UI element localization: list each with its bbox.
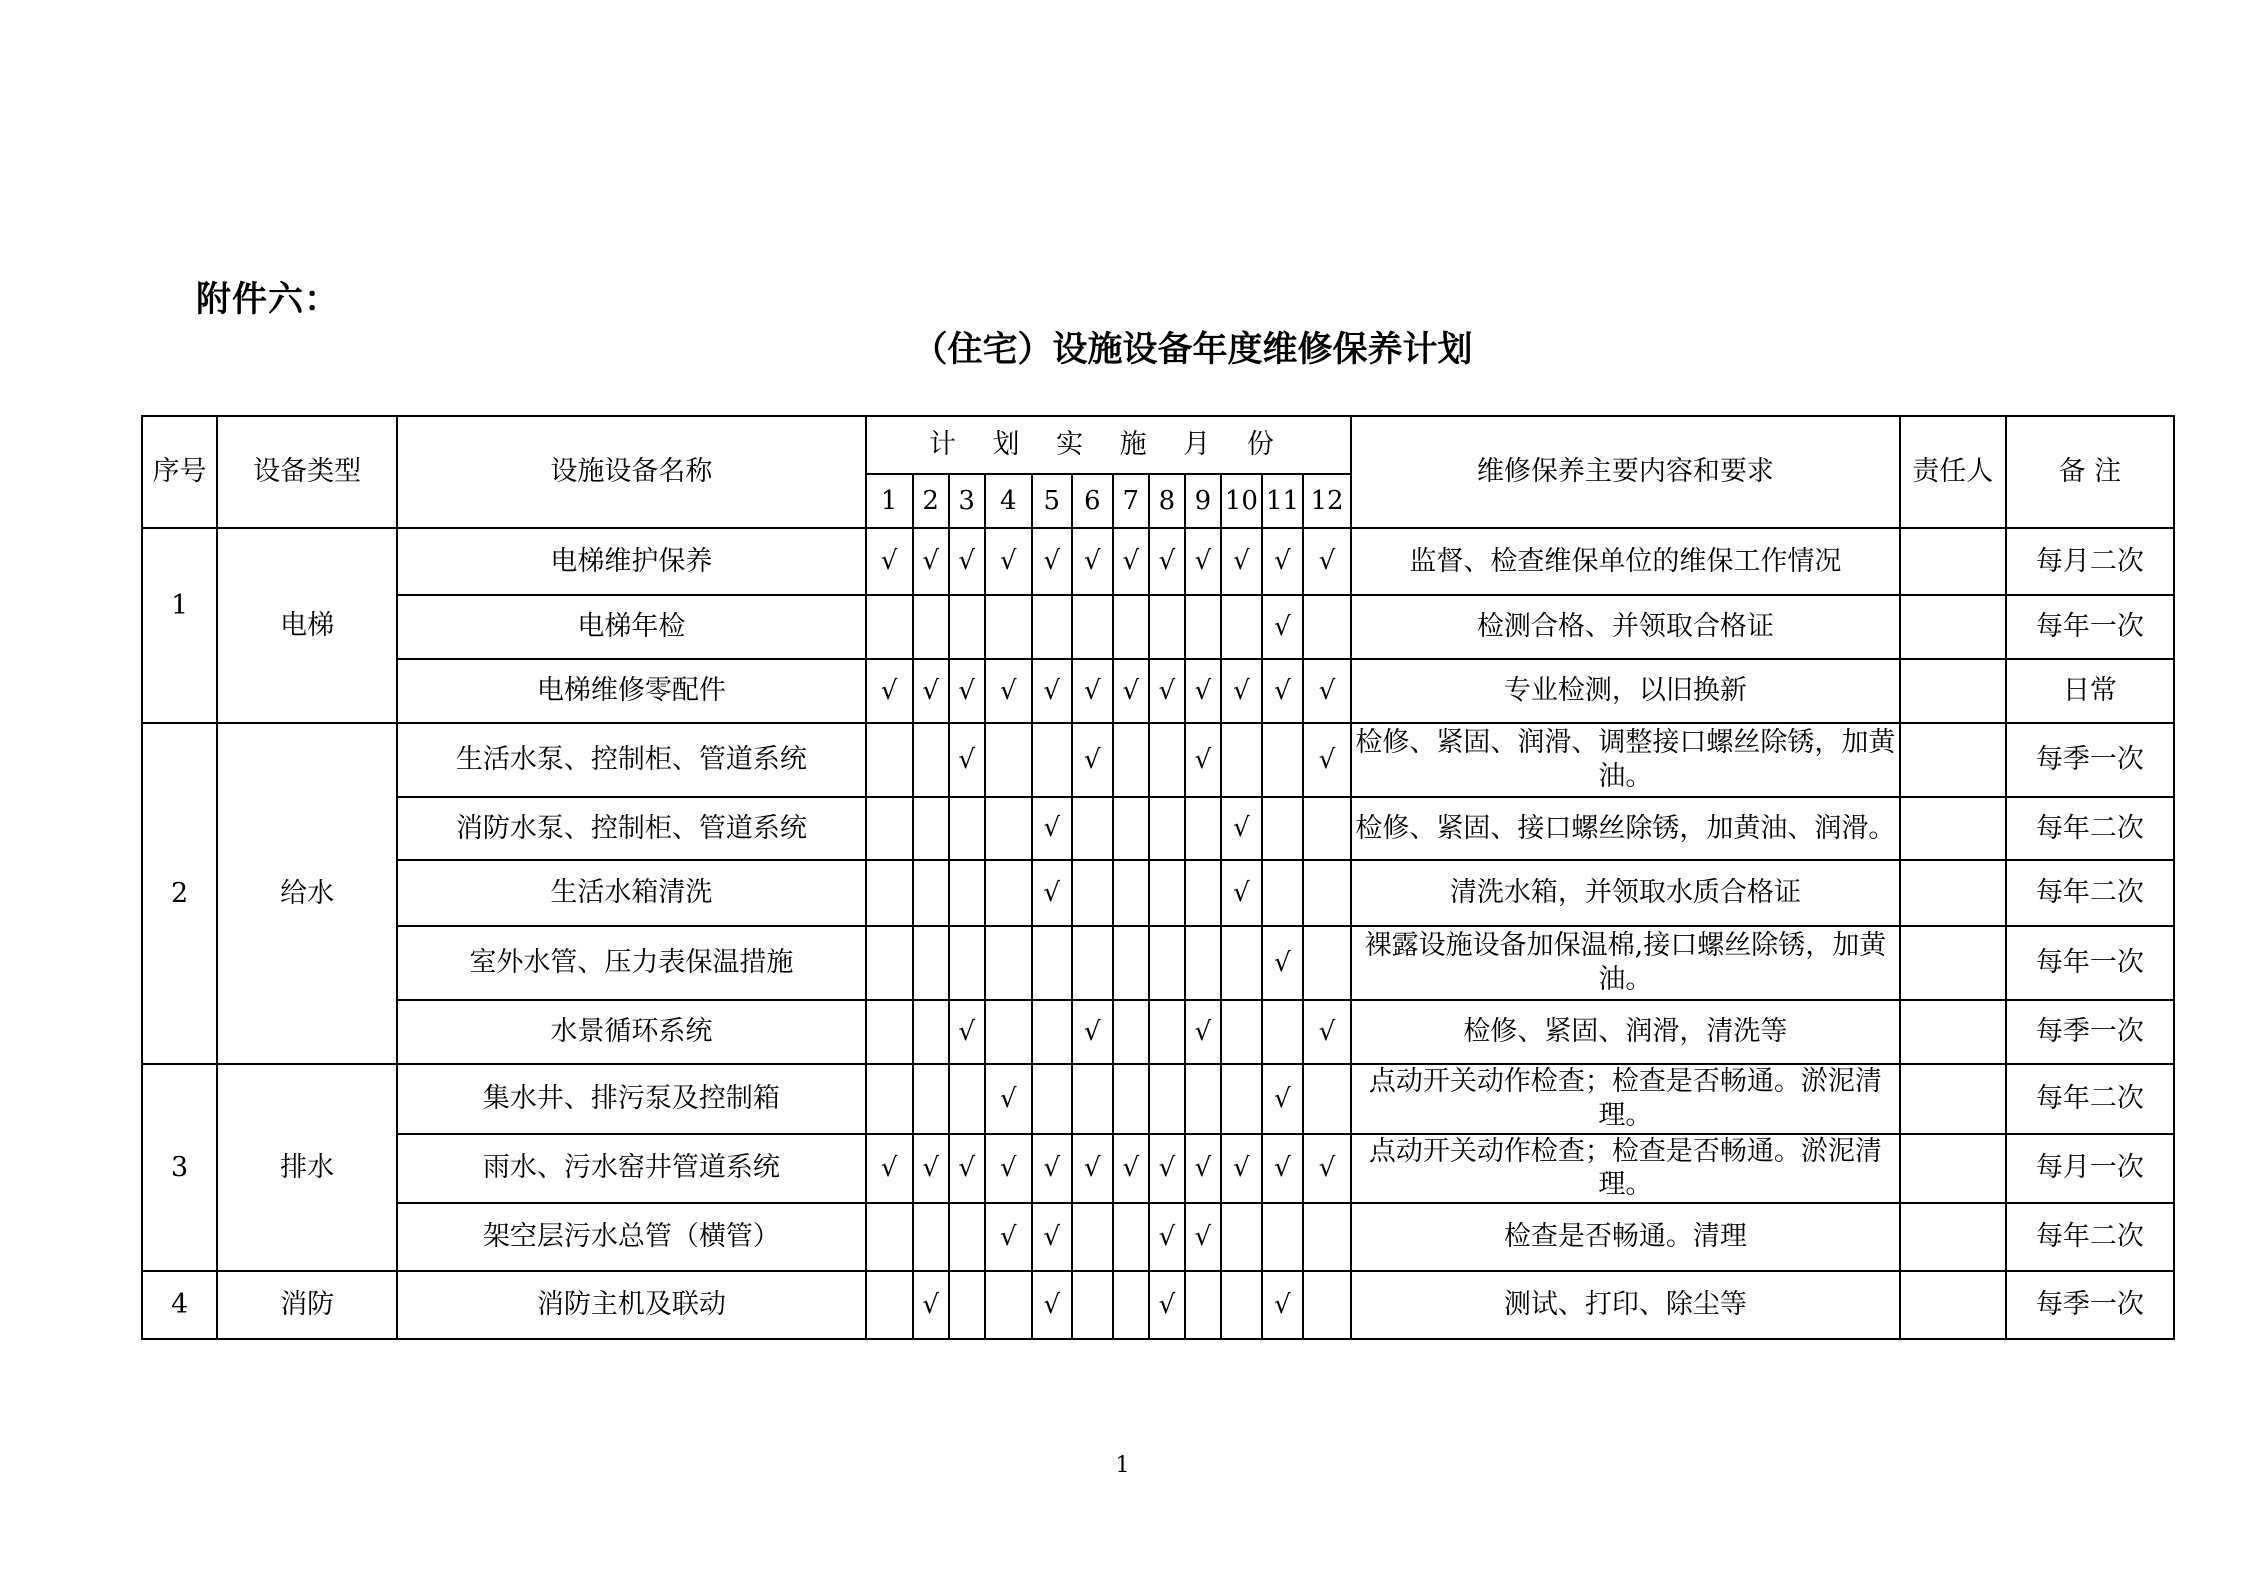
month-check-cell (913, 1134, 949, 1204)
responsible (1900, 1203, 2006, 1271)
page-number: 1 (1115, 1453, 1130, 1478)
month-check-cell (1072, 926, 1113, 1000)
responsible (1900, 595, 2006, 659)
equipment-name: 架空层污水总管（横管） (397, 1203, 865, 1271)
month-check-cell (949, 860, 985, 926)
month-check-cell (1072, 723, 1113, 797)
month-check-cell (1303, 926, 1351, 1000)
equipment-name: 生活水箱清洗 (397, 860, 865, 926)
responsible (1900, 659, 2006, 723)
month-check-cell (1072, 659, 1113, 723)
check-mark: √ (999, 675, 1017, 706)
table-row (142, 926, 2174, 1000)
header-month: 9 (1185, 474, 1221, 528)
requirement: 监督、检查维保单位的维保工作情况 (1351, 528, 1899, 595)
remark: 每月二次 (2006, 528, 2174, 595)
month-check-cell (913, 860, 949, 926)
requirement: 检修、紧固、润滑、调整接口螺丝除锈，加黄油。 (1351, 723, 1899, 797)
month-check-cell (1149, 797, 1185, 860)
month-check-cell (985, 528, 1032, 595)
month-check-cell (1221, 723, 1262, 797)
month-check-cell (985, 1271, 1032, 1339)
month-check-cell (1149, 1000, 1185, 1064)
table-row (142, 797, 2174, 860)
equipment-name: 电梯维修零配件 (397, 659, 865, 723)
header-name: 设施设备名称 (397, 416, 865, 528)
month-check-cell (985, 926, 1032, 1000)
month-check-cell (1262, 1064, 1303, 1134)
check-mark: √ (880, 675, 898, 706)
table-row (142, 723, 2174, 797)
maintenance-plan-table (141, 415, 2175, 1340)
month-check-cell (1113, 1000, 1149, 1064)
check-mark: √ (922, 546, 939, 577)
month-check-cell (1185, 1203, 1221, 1271)
month-check-cell (866, 528, 913, 595)
header-months: 计 划 实 施 月 份 (866, 416, 1352, 474)
month-check-cell (1032, 860, 1072, 926)
month-check-cell (1032, 1134, 1072, 1204)
month-check-cell (1262, 926, 1303, 1000)
month-check-cell (1149, 595, 1185, 659)
month-check-cell (1262, 1000, 1303, 1064)
month-check-cell (1032, 528, 1072, 595)
responsible (1900, 797, 2006, 860)
check-mark: √ (958, 675, 975, 706)
header-month: 1 (866, 474, 913, 528)
month-check-cell (949, 595, 985, 659)
month-check-cell (1149, 723, 1185, 797)
check-mark: √ (1233, 546, 1250, 577)
month-check-cell (1303, 595, 1351, 659)
header-month: 8 (1149, 474, 1185, 528)
month-check-cell (866, 1203, 913, 1271)
month-check-cell (1113, 659, 1149, 723)
check-mark: √ (1233, 1153, 1250, 1183)
header-month: 7 (1113, 474, 1149, 528)
month-check-cell (1262, 723, 1303, 797)
month-check-cell (866, 797, 913, 860)
check-mark: √ (1318, 675, 1336, 706)
month-check-cell (866, 1134, 913, 1204)
month-check-cell (1113, 797, 1149, 860)
remark: 每季一次 (2006, 723, 2174, 797)
month-check-cell (913, 659, 949, 723)
month-check-cell (1262, 860, 1303, 926)
equipment-name: 生活水泵、控制柜、管道系统 (397, 723, 865, 797)
month-check-cell (1032, 926, 1072, 1000)
month-check-cell (1221, 1271, 1262, 1339)
month-check-cell (949, 797, 985, 860)
check-mark: √ (1122, 1153, 1140, 1183)
month-check-cell (1303, 860, 1351, 926)
check-mark: √ (958, 1016, 975, 1047)
month-check-cell (866, 659, 913, 723)
check-mark: √ (1084, 744, 1101, 775)
month-check-cell (866, 723, 913, 797)
month-check-cell (1221, 860, 1262, 926)
header-month: 12 (1303, 474, 1351, 528)
month-check-cell (1303, 1000, 1351, 1064)
month-check-cell (1221, 1064, 1262, 1134)
month-check-cell (1032, 723, 1072, 797)
month-check-cell (1221, 1203, 1262, 1271)
check-mark: √ (1194, 675, 1212, 706)
check-mark: √ (1122, 675, 1140, 706)
month-check-cell (1221, 1000, 1262, 1064)
month-check-cell (913, 1271, 949, 1339)
month-check-cell (913, 723, 949, 797)
month-check-cell (1303, 797, 1351, 860)
month-check-cell (1185, 926, 1221, 1000)
header-month: 4 (985, 474, 1032, 528)
remark: 每季一次 (2006, 1271, 2174, 1339)
group-seq: 2 (142, 723, 217, 1064)
month-check-cell (1303, 1064, 1351, 1134)
responsible (1900, 528, 2006, 595)
check-mark: √ (1158, 675, 1176, 706)
month-check-cell (913, 1203, 949, 1271)
check-mark: √ (1084, 1016, 1101, 1047)
month-check-cell (1185, 1000, 1221, 1064)
table-row (142, 528, 2174, 595)
group-seq: 1 (142, 528, 217, 723)
header-month: 6 (1072, 474, 1113, 528)
month-check-cell (1303, 1134, 1351, 1204)
month-check-cell (1072, 1271, 1113, 1339)
month-check-cell (1221, 659, 1262, 723)
month-check-cell (1303, 1271, 1351, 1339)
check-mark: √ (1233, 813, 1250, 844)
plan-body (142, 528, 2174, 1339)
month-check-cell (949, 1271, 985, 1339)
header-type: 设备类型 (217, 416, 397, 528)
month-check-cell (1072, 1203, 1113, 1271)
month-check-cell (1185, 860, 1221, 926)
responsible (1900, 723, 2006, 797)
requirement: 检修、紧固、润滑，清洗等 (1351, 1000, 1899, 1064)
remark: 每年二次 (2006, 1064, 2174, 1134)
equipment-name: 消防水泵、控制柜、管道系统 (397, 797, 865, 860)
check-mark: √ (1043, 675, 1061, 706)
month-check-cell (1262, 1134, 1303, 1204)
month-check-cell (949, 723, 985, 797)
check-mark: √ (1194, 1221, 1212, 1252)
month-check-cell (913, 926, 949, 1000)
month-check-cell (1072, 797, 1113, 860)
month-check-cell (1032, 659, 1072, 723)
remark: 每年一次 (2006, 926, 2174, 1000)
month-check-cell (1113, 723, 1149, 797)
check-mark: √ (958, 546, 975, 577)
check-mark: √ (1274, 1153, 1291, 1183)
month-check-cell (1032, 1271, 1072, 1339)
month-check-cell (1113, 1064, 1149, 1134)
requirement: 检查是否畅通。清理 (1351, 1203, 1899, 1271)
header-month: 5 (1032, 474, 1072, 528)
check-mark: √ (1274, 1083, 1291, 1114)
month-check-cell (1303, 723, 1351, 797)
month-check-cell (1185, 1271, 1221, 1339)
month-check-cell (866, 1271, 913, 1339)
month-check-cell (1221, 797, 1262, 860)
month-check-cell (1185, 723, 1221, 797)
check-mark: √ (1274, 675, 1291, 706)
table-row (142, 659, 2174, 723)
check-mark: √ (1043, 1221, 1061, 1252)
month-check-cell (866, 595, 913, 659)
requirement: 点动开关动作检查；检查是否畅通。淤泥清理。 (1351, 1064, 1899, 1134)
annex-label: 附件六： (196, 279, 341, 320)
requirement: 专业检测，以旧换新 (1351, 659, 1899, 723)
month-check-cell (1113, 1134, 1149, 1204)
month-check-cell (1185, 528, 1221, 595)
month-check-cell (866, 1064, 913, 1134)
month-check-cell (949, 1203, 985, 1271)
month-check-cell (949, 528, 985, 595)
table-row (142, 1134, 2174, 1204)
month-check-cell (913, 1064, 949, 1134)
group-type: 消防 (217, 1271, 397, 1339)
remark: 每年二次 (2006, 1203, 2174, 1271)
group-seq: 4 (142, 1271, 217, 1339)
check-mark: √ (958, 1153, 975, 1183)
month-check-cell (1149, 1134, 1185, 1204)
responsible (1900, 926, 2006, 1000)
month-check-cell (985, 1203, 1032, 1271)
month-check-cell (1262, 595, 1303, 659)
header-month: 3 (949, 474, 985, 528)
remark: 每年二次 (2006, 860, 2174, 926)
month-check-cell (1262, 659, 1303, 723)
equipment-name: 消防主机及联动 (397, 1271, 865, 1339)
header-month: 10 (1221, 474, 1262, 528)
month-check-cell (1303, 659, 1351, 723)
month-check-cell (1262, 797, 1303, 860)
table-row (142, 1000, 2174, 1064)
check-mark: √ (880, 1153, 898, 1183)
month-check-cell (1149, 926, 1185, 1000)
check-mark: √ (1194, 744, 1212, 775)
table-row (142, 1203, 2174, 1271)
remark: 每年一次 (2006, 595, 2174, 659)
responsible (1900, 1000, 2006, 1064)
month-check-cell (1221, 926, 1262, 1000)
requirement: 裸露设施设备加保温棉,接口螺丝除锈，加黄油。 (1351, 926, 1899, 1000)
check-mark: √ (999, 1221, 1017, 1252)
remark: 每季一次 (2006, 1000, 2174, 1064)
month-check-cell (1185, 1134, 1221, 1204)
month-check-cell (1113, 926, 1149, 1000)
check-mark: √ (1318, 1153, 1336, 1183)
month-check-cell (985, 797, 1032, 860)
month-check-cell (1072, 1000, 1113, 1064)
month-check-cell (985, 1134, 1032, 1204)
month-check-cell (985, 1000, 1032, 1064)
table-row (142, 1064, 2174, 1134)
document-title: （住宅）设施设备年度维修保养计划 (912, 329, 1473, 370)
check-mark: √ (1194, 1153, 1212, 1183)
requirement: 检修、紧固、接口螺丝除锈，加黄油、润滑。 (1351, 797, 1899, 860)
month-check-cell (1185, 595, 1221, 659)
check-mark: √ (1043, 877, 1061, 908)
equipment-name: 水景循环系统 (397, 1000, 865, 1064)
check-mark: √ (958, 744, 975, 775)
month-check-cell (1032, 1203, 1072, 1271)
check-mark: √ (1043, 813, 1061, 844)
check-mark: √ (1274, 546, 1291, 577)
month-check-cell (1149, 1271, 1185, 1339)
header-remarks: 备 注 (2006, 416, 2174, 528)
check-mark: √ (1318, 1016, 1336, 1047)
month-check-cell (1185, 797, 1221, 860)
check-mark: √ (1194, 546, 1212, 577)
month-check-cell (985, 1064, 1032, 1134)
month-check-cell (1113, 1271, 1149, 1339)
month-check-cell (913, 528, 949, 595)
table-row (142, 595, 2174, 659)
responsible (1900, 860, 2006, 926)
check-mark: √ (1043, 1289, 1061, 1320)
check-mark: √ (1158, 1153, 1176, 1183)
requirement: 测试、打印、除尘等 (1351, 1271, 1899, 1339)
month-check-cell (1072, 528, 1113, 595)
month-check-cell (1221, 595, 1262, 659)
requirement: 清洗水箱，并领取水质合格证 (1351, 860, 1899, 926)
header-requirements: 维修保养主要内容和要求 (1351, 416, 1899, 528)
table-row (142, 1271, 2174, 1339)
month-check-cell (949, 659, 985, 723)
month-check-cell (985, 595, 1032, 659)
month-check-cell (1032, 1000, 1072, 1064)
month-check-cell (949, 1134, 985, 1204)
month-check-cell (949, 1000, 985, 1064)
group-type: 排水 (217, 1064, 397, 1271)
month-check-cell (913, 595, 949, 659)
check-mark: √ (1233, 675, 1250, 706)
month-check-cell (949, 1064, 985, 1134)
group-type: 给水 (217, 723, 397, 1064)
remark: 每月一次 (2006, 1134, 2174, 1204)
month-check-cell (1032, 595, 1072, 659)
month-check-cell (1113, 595, 1149, 659)
equipment-name: 集水井、排污泵及控制箱 (397, 1064, 865, 1134)
month-check-cell (1072, 1064, 1113, 1134)
check-mark: √ (1084, 1153, 1101, 1183)
month-check-cell (866, 1000, 913, 1064)
month-check-cell (1113, 860, 1149, 926)
month-check-cell (1262, 1271, 1303, 1339)
check-mark: √ (1158, 1221, 1176, 1252)
group-type: 电梯 (217, 528, 397, 723)
check-mark: √ (1274, 947, 1291, 978)
check-mark: √ (1318, 546, 1336, 577)
check-mark: √ (922, 1153, 939, 1183)
month-check-cell (1221, 1134, 1262, 1204)
table-row (142, 860, 2174, 926)
check-mark: √ (880, 546, 898, 577)
month-check-cell (1185, 659, 1221, 723)
month-check-cell (1149, 1064, 1185, 1134)
month-check-cell (985, 723, 1032, 797)
equipment-name: 电梯年检 (397, 595, 865, 659)
check-mark: √ (922, 1289, 939, 1320)
equipment-name: 电梯维护保养 (397, 528, 865, 595)
header-responsible: 责任人 (1900, 416, 2006, 528)
requirement: 检测合格、并领取合格证 (1351, 595, 1899, 659)
month-check-cell (866, 926, 913, 1000)
month-check-cell (1072, 860, 1113, 926)
month-check-cell (1032, 797, 1072, 860)
month-check-cell (1113, 1203, 1149, 1271)
month-check-cell (1072, 1134, 1113, 1204)
check-mark: √ (1084, 546, 1101, 577)
month-check-cell (1303, 528, 1351, 595)
responsible (1900, 1064, 2006, 1134)
check-mark: √ (1158, 1289, 1176, 1320)
month-check-cell (913, 1000, 949, 1064)
check-mark: √ (999, 546, 1017, 577)
check-mark: √ (1043, 546, 1061, 577)
month-check-cell (1303, 1203, 1351, 1271)
month-check-cell (949, 926, 985, 1000)
month-check-cell (1221, 528, 1262, 595)
check-mark: √ (1274, 1289, 1291, 1320)
month-check-cell (1185, 1064, 1221, 1134)
group-seq: 3 (142, 1064, 217, 1271)
check-mark: √ (1043, 1153, 1061, 1183)
month-check-cell (1149, 860, 1185, 926)
header-month: 2 (913, 474, 949, 528)
remark: 日常 (2006, 659, 2174, 723)
month-check-cell (866, 860, 913, 926)
month-check-cell (1262, 528, 1303, 595)
check-mark: √ (999, 1083, 1017, 1114)
month-check-cell (1072, 595, 1113, 659)
check-mark: √ (1318, 744, 1336, 775)
check-mark: √ (1122, 546, 1140, 577)
check-mark: √ (999, 1153, 1017, 1183)
check-mark: √ (1084, 675, 1101, 706)
month-check-cell (985, 860, 1032, 926)
equipment-name: 雨水、污水窑井管道系统 (397, 1134, 865, 1204)
equipment-name: 室外水管、压力表保温措施 (397, 926, 865, 1000)
month-check-cell (1149, 659, 1185, 723)
remark: 每年二次 (2006, 797, 2174, 860)
month-check-cell (1149, 528, 1185, 595)
responsible (1900, 1134, 2006, 1204)
responsible (1900, 1271, 2006, 1339)
header-seq: 序号 (142, 416, 217, 528)
month-check-cell (1262, 1203, 1303, 1271)
month-check-cell (1113, 528, 1149, 595)
check-mark: √ (1194, 1016, 1212, 1047)
month-check-cell (1032, 1064, 1072, 1134)
check-mark: √ (922, 675, 939, 706)
requirement: 点动开关动作检查；检查是否畅通。淤泥清理。 (1351, 1134, 1899, 1204)
check-mark: √ (1158, 546, 1176, 577)
check-mark: √ (1274, 611, 1291, 642)
check-mark: √ (1233, 877, 1250, 908)
month-check-cell (913, 797, 949, 860)
header-month: 11 (1262, 474, 1303, 528)
month-check-cell (985, 659, 1032, 723)
month-check-cell (1149, 1203, 1185, 1271)
